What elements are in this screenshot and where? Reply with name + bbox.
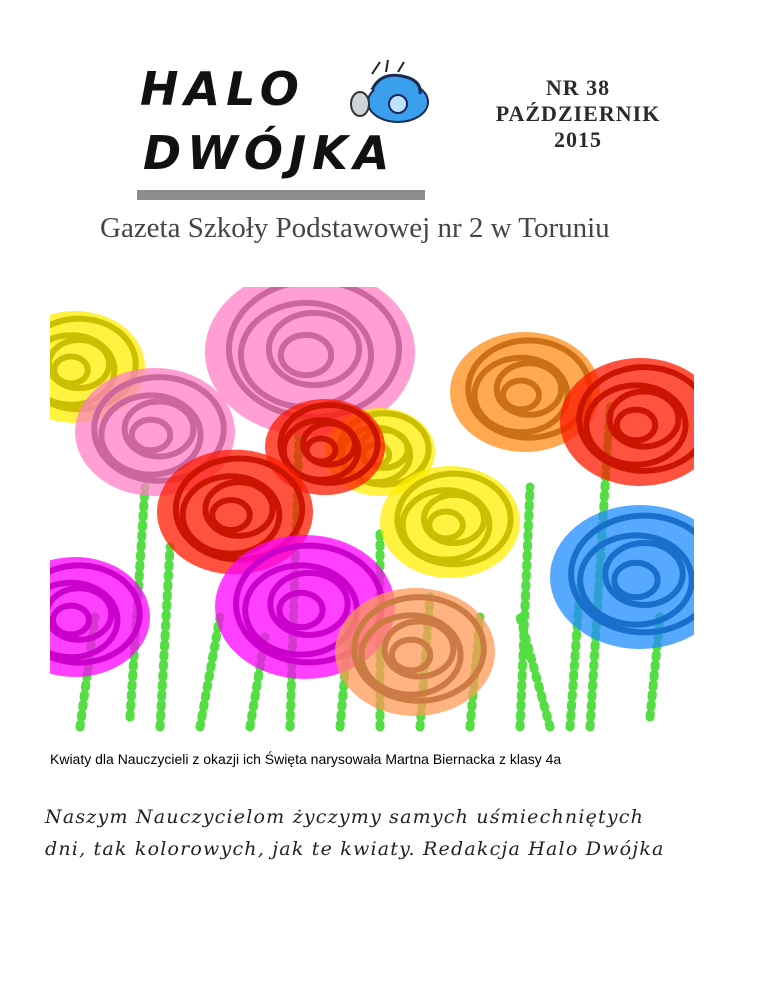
logo-title-line1: HALO bbox=[140, 62, 305, 116]
flower-blue bbox=[550, 505, 694, 649]
wishes-line-1: Naszym Nauczycielom życzymy samych uśmiechniętych bbox=[45, 806, 645, 828]
flower-stem bbox=[200, 617, 220, 727]
issue-month: PAŹDZIERNIK bbox=[495, 101, 661, 126]
flowers-illustration bbox=[50, 287, 694, 732]
telephone-icon bbox=[350, 60, 432, 126]
flower-stem bbox=[520, 487, 530, 727]
flower-light-orange bbox=[335, 588, 495, 716]
logo-underline bbox=[137, 190, 425, 200]
issue-year: 2015 bbox=[554, 127, 602, 152]
illustration-caption: Kwiaty dla Nauczycieli z okazji ich Święta narysowała Martna Biernacka z klasy 4a bbox=[50, 751, 562, 767]
logo-title-line2: DWÓJKA bbox=[143, 126, 396, 180]
wishes-line-2: dni, tak kolorowych, jak te kwiaty. Redakcja Halo Dwójka bbox=[45, 838, 665, 860]
flower-yellow bbox=[380, 466, 520, 578]
flower-stem bbox=[160, 547, 170, 727]
issue-number: NR 38 bbox=[545, 75, 611, 100]
newspaper-subtitle: Gazeta Szkoły Podstawowej nr 2 w Toruniu bbox=[100, 212, 610, 244]
